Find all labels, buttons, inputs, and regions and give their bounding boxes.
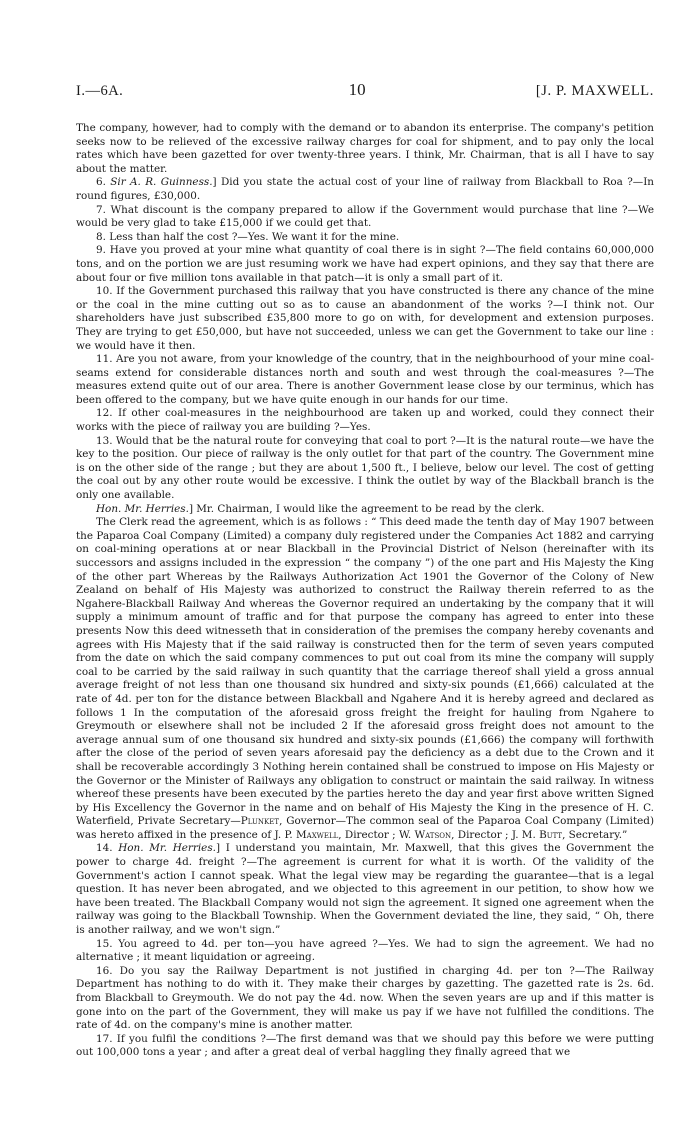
paragraph	[76, 938, 654, 965]
paragraph	[76, 435, 654, 503]
paragraph	[76, 353, 654, 407]
text-run: ] Did you state the actual cost of your line of railway from Blackball to Roa ?—In round figures, £30,000.	[76, 176, 654, 202]
text-run: 10. If the Government purchased this railway that you have constructed is there any chance of the mine or the coal in the mine cutting out so as to cause an abandonment of the works ?—I think not. Our shareholders have just subscribed £35,800 more to go on with, for development and extension purposes. They are trying to get £50,000, but have not succeeded, unless we can get the Government to take our line : we would have it then.	[76, 285, 654, 352]
text-run: 7. What discount is the company prepared to allow if the Government would purchase that line ?—We would be very glad to take £15,000 if we could get that.	[76, 203, 654, 230]
paragraph	[76, 407, 654, 434]
paragraph	[76, 503, 654, 517]
italic-speaker: Sir A. R. Guinness.	[110, 176, 213, 189]
document-body	[76, 122, 654, 1060]
page-header	[76, 80, 654, 100]
text-run: 6.	[96, 176, 111, 189]
text-run: 8. Less than half the cost ?—Yes. We want it for the mine.	[96, 230, 400, 243]
paragraph	[76, 176, 654, 203]
signatory-name: Watson	[414, 828, 452, 841]
text-run: The company, however, had to comply with the demand or to abandon its enterprise. The company's petition seeks now to be relieved of the excessive railway charges for coal for shipment, and to pay only the local rates which have been gazetted for over twenty-three years. I think, Mr. Chairman, that is all I have to say about the matter.	[76, 122, 654, 175]
text-run: 17. If you fulfil the conditions ?—The first demand was that we should pay this before we were putting out 100,000 tons a year ; and after a great deal of verbal haggling they finally agreed that we	[76, 1032, 654, 1059]
italic-speaker: Hon. Mr. Herries.	[118, 842, 216, 855]
paragraph	[76, 842, 654, 937]
paragraph	[76, 965, 654, 1033]
text-run: 11. Are you not aware, from your knowledge of the country, that in the neighbourhood of your mine coal-seams extend for considerable distances north and south and west through the coal-measures ?—The measures extend quite out of our area. There is another Government lease close by our terminus, which has been offered to the company, but we have quite enough in our hands for our time.	[76, 353, 654, 406]
text-run: The Clerk read the agreement, which is as follows : “ This deed made the tenth day of May 1907 between the Paparoa Coal Company (Limited) a company duly registered under the Companies Act 1882 and carrying on coal-mining operations at or near Blackball in the Provincial District of Nelson (hereinafter with its successors and assigns included in the expression “ the company ”) of the one part and His Majesty the King of the other part Whereas by the Railways Authorization Act 1901 the Governor of the Colony of New Zealand on behalf of His Majesty was authorized to construct the Railway therein referred to as the Ngahere-Blackball Railway And whereas the Governor required an undertaking by the company that it will supply a minimum amount of traffic and for that purpose the company has agreed to enter into these presents Now this deed witnesseth that in consideration of the premises the company hereby covenants and agrees with His Majesty that if the said railway is constructed then for the term of seven years computed from the date on which the said company commences to put out coal from its mine the company will supply coal to be carried by the said railway in such quantity that the carriage thereof shall yield a gross annual average freight of not less than one thousand six hundred and sixty-six pounds (£1,666) calculated at the rate of 4d. per ton for the distance between Blackball and Ngahere And it is hereby agreed and declared as follows 1 In the computation of the aforesaid gross freight the freight for hauling from Ngahere to Greymouth or elsewhere shall not be included 2 If the aforesaid gross freight does not amount to the average annual sum of one thousand six hundred and sixty-six pounds (£1,666) the company will forthwith after the close of the period of seven years aforesaid pay the deficiency as a debt due to the Crown and it shall be recoverable accordingly 3 Nothing herein contained shall be construed to impose on His Majesty or the Governor or the Minister of Railways any obligation to construct or maintain the said railway. In witness whereof these presents have been executed by the parties hereto the day and year first above written Signed by His Excellency the Governor in the name and on behalf of His Majesty the King in the presence of H. C. Waterfield, Private Secretary—	[76, 516, 654, 828]
text-run: , Governor—The common seal of the Paparoa Coal Company (Limited) was hereto affixed in the presence of J. P.	[76, 815, 654, 841]
paragraph	[76, 244, 654, 285]
text-run: , Director ; J. M.	[451, 828, 540, 841]
paragraph	[76, 204, 654, 231]
text-run: ] I understand you maintain, Mr. Maxwell, that this gives the Government the power to charge 4d. freight ?—The agreement is current for what it is worth. Of the validity of the Government's action I cannot speak. What the legal view may be regarding the guarantee—that is a legal question. It has never been abrogated, and we objected to this agreement in our petition, to show how we have been treated. The Blackball Company would not sign the agreement. It signed one agreement when the railway was going to the Blackball Township. When the Government deviated the line, they said, “ Oh, there is another railway, and we won't sign.”	[76, 842, 654, 937]
text-run: 9. Have you proved at your mine what quantity of coal there is in sight ?—The field contains 60,000,000 tons, and on the portion we are just resuming work we have had expert opinions, and they say that there are about four or five million tons available in that patch—it is only a small part of it.	[76, 244, 654, 284]
text-run: 12. If other coal-measures in the neighbourhood are taken up and worked, could they connect their works with the piece of railway you are building ?—Yes.	[76, 407, 654, 434]
text-run: , Secretary.”	[562, 828, 628, 841]
italic-speaker: Hon. Mr. Herries.	[96, 502, 189, 515]
paragraph	[76, 516, 654, 842]
signatory-name: Maxwell	[296, 828, 339, 841]
text-run: 14.	[96, 842, 119, 855]
document-reference: I.—6A.	[76, 83, 124, 99]
text-run: 16. Do you say the Railway Department is not justified in charging 4d. per ton ?—The Railway Department has nothing to do with it. They make their charges by gazetting. The gazetted rate is 2s. 6d. from Blackball to Greymouth. We do not pay the 4d. now. When the seven years are up and if this matter is gone into on the part of the Government, they will make us pay if we have not fulfilled the conditions. The rate of 4d. on the company's mine is another matter.	[76, 964, 654, 1032]
signatory-name: Butt	[539, 828, 563, 841]
paragraph	[76, 1033, 654, 1060]
paragraph	[76, 231, 654, 245]
text-run: ] Mr. Chairman, I would like the agreement to be read by the clerk.	[188, 502, 545, 515]
text-run: , Director ; W.	[338, 828, 415, 841]
text-run: 15. You agreed to 4d. per ton—you have agreed ?—Yes. We had to sign the agreement. We had no alternative ; it meant liquidation or agreeing.	[76, 937, 654, 964]
witness-name: [J. P. MAXWELL.	[535, 83, 654, 99]
paragraph	[76, 285, 654, 353]
signatory-name: Plunket	[240, 815, 280, 828]
page-number: 10	[348, 80, 366, 99]
paragraph	[76, 122, 654, 176]
text-run: 13. Would that be the natural route for conveying that coal to port ?—It is the natural route—we have the key to the position. Our piece of railway is the only outlet for that part of the country. The Government mine is on the other side of the range ; but they are about 1,500 ft., I believe, below our level. The cost of getting the coal out by any other route would be excessive. I think the outlet by way of the Blackball branch is the only one available.	[76, 434, 654, 502]
